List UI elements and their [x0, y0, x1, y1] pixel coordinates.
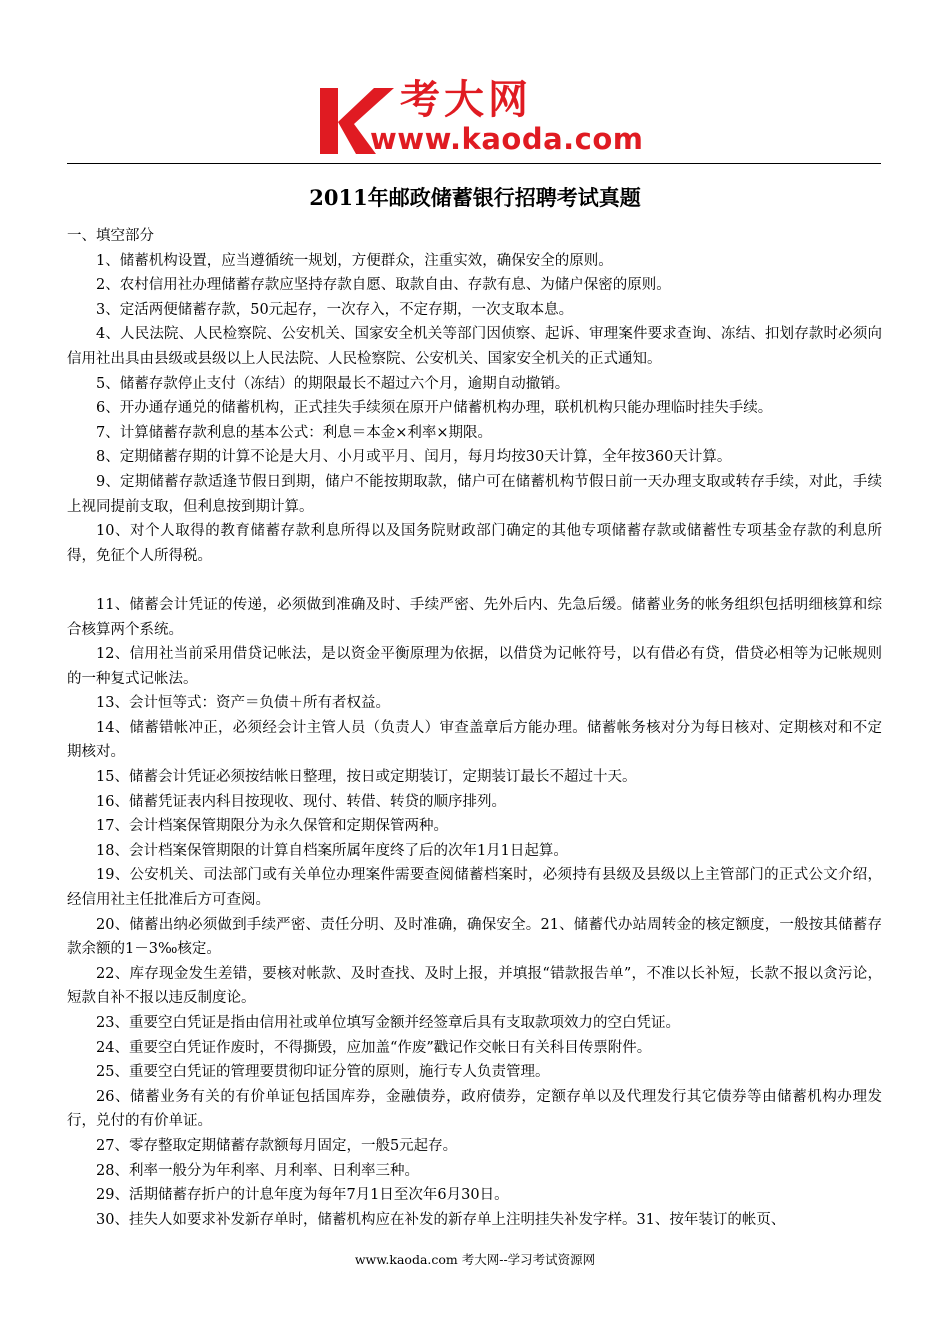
section-heading: 一、填空部分 [67, 228, 154, 244]
list-item: 4、人民法院、人民检察院、公安机关、国家安全机关等部门因侦察、起诉、审理案件要求查询、冻结、扣划存款时必须向信用社出具由县级或县级以上人民法院、人民检察院、公安机关、国家安全机关的正式通知。 [67, 326, 882, 367]
list-item: 25、重要空白凭证的管理要贯彻印证分管的原则，施行专人负责管理。 [96, 1064, 550, 1081]
list-item: 9、定期储蓄存款适逢节假日到期，储户不能按期取款，储户可在储蓄机构节假日前一天办理支取或转存手续，对此，手续上视同提前支取，但利息按到期计算。 [67, 473, 882, 515]
list-item: 23、重要空白凭证是指由信用社或单位填写金额并经签章后具有支取款项效力的空白凭证。 [96, 1015, 680, 1031]
list-item: 22、库存现金发生差错，要核对帐款、及时查找、及时上报，并填报“错款报告单”，不准以长补短，长款不报以贪污论，短款自补不报以违反制度论。 [67, 965, 882, 1007]
list-item: 12、信用社当前采用借贷记帐法，是以资金平衡原理为依据，以借贷为记帐符号，以有借必有贷，借贷必相等为记帐规则的一种复式记帐法。 [67, 646, 882, 687]
list-item: 20、储蓄出纳必须做到手续严密、责任分明、及时准确，确保安全。21、储蓄代办站周转金的核定额度，一般按其储蓄存款余额的1－3‰核定。 [67, 916, 882, 958]
paragraph-gap [67, 568, 882, 593]
list-item: 6、开办通存通兑的储蓄机构，正式挂失手续须在原开户储蓄机构办理，联机机构只能办理临时挂失手续。 [96, 400, 773, 417]
logo-brand-text: 考大网 [400, 77, 532, 123]
list-item: 15、储蓄会计凭证必须按结帐日整理，按日或定期装订，定期装订最长不超过十天。 [96, 769, 637, 786]
list-item: 5、储蓄存款停止支付（冻结）的期限最长不超过六个月，逾期自动撤销。 [96, 375, 570, 392]
list-item: 19、公安机关、司法部门或有关单位办理案件需要查阅储蓄档案时，必须持有县级及县级以上主管部门的正式公文介绍，经信用社主任批准后方可查阅。 [67, 867, 882, 909]
list-item: 14、储蓄错帐冲正，必须经会计主管人员（负责人）审查盖章后方能办理。储蓄帐务核对分为每日核对、定期核对和不定期核对。 [67, 719, 882, 761]
list-item: 29、活期储蓄存折户的计息年度为每年7月1日至次年6月30日。 [96, 1187, 509, 1204]
list-item: 2、农村信用社办理储蓄存款应坚持存款自愿、取款自由、存款有息、为储户保密的原则。 [96, 277, 671, 294]
list-item: 30、挂失人如要求补发新存单时，储蓄机构应在补发的新存单上注明挂失补发字样。31、按年装订的帐页、 [96, 1211, 786, 1228]
list-item: 8、定期储蓄存期的计算不论是大月、小月或平月、闰月，每月均按30天计算，全年按360天计算。 [96, 449, 732, 466]
list-item: 18、会计档案保管期限的计算自档案所属年度终了后的次年1月1日起算。 [96, 842, 568, 859]
list-item: 10、对个人取得的教育储蓄存款利息所得以及国务院财政部门确定的其他专项储蓄存款或储蓄性专项基金存款的利息所得，免征个人所得税。 [67, 523, 882, 564]
list-item: 17、会计档案保管期限分为永久保管和定期保管两种。 [96, 818, 448, 835]
list-item: 27、零存整取定期储蓄存款额每月固定，一般5元起存。 [96, 1137, 458, 1154]
list-item: 3、定活两便储蓄存款，50元起存，一次存入，不定存期，一次支取本息。 [96, 301, 574, 318]
header-divider [67, 163, 881, 164]
list-item: 7、计算储蓄存款利息的基本公式：利息＝本金×利率×期限。 [96, 424, 493, 441]
list-item: 1、储蓄机构设置，应当遵循统一规划，方便群众，注重实效，确保安全的原则。 [96, 252, 613, 269]
document-body [67, 224, 882, 1232]
list-item: 16、储蓄凭证表内科目按现收、现付、转借、转贷的顺序排列。 [96, 793, 506, 810]
list-item: 13、会计恒等式：资产＝负债＋所有者权益。 [96, 695, 390, 712]
list-item: 26、储蓄业务有关的有价单证包括国库券，金融债券，政府债券，定额存单以及代理发行其它债券等由储蓄机构办理发行，兑付的有价单证。 [67, 1088, 882, 1130]
list-item: 24、重要空白凭证作废时，不得撕毁，应加盖“作废”戳记作交帐日有关科目传票附件。 [96, 1039, 652, 1056]
page-footer: www.kaoda.com 考大网--学习考试资源网 [354, 1252, 596, 1267]
list-item: 28、利率一般分为年利率、月利率、日利率三种。 [96, 1162, 419, 1179]
page-title: 2011年邮政储蓄银行招聘考试真题 [309, 185, 641, 210]
list-item: 11、储蓄会计凭证的传递，必须做到准确及时、手续严密、先外后内、先急后缓。储蓄业务的帐务组织包括明细核算和综合核算两个系统。 [67, 596, 882, 638]
kaoda-logo [316, 78, 646, 160]
item-list [67, 249, 882, 1233]
logo-url-text: www.kaoda.com [370, 122, 644, 156]
